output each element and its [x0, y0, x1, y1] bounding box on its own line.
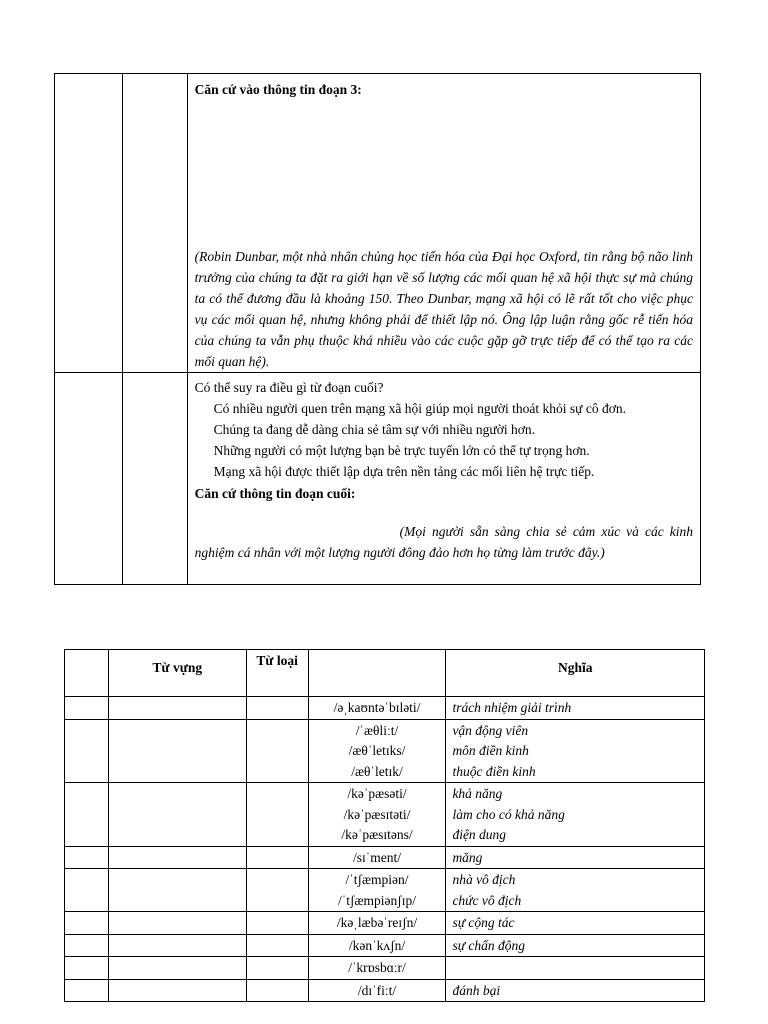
index-cell [65, 697, 109, 720]
word-type-cell [246, 869, 308, 912]
index-cell [65, 846, 109, 869]
index-cell [65, 912, 109, 935]
ipa-cell [308, 846, 446, 869]
vocab-cell [108, 719, 246, 783]
word-type-cell [246, 912, 308, 935]
index-cell [65, 957, 109, 980]
meaning-text: vận động viên [452, 722, 529, 738]
meaning-text: sự chấn động [452, 937, 526, 953]
meaning-text: khả năng [452, 786, 503, 801]
index-cell [65, 934, 109, 957]
empty-header-cell [308, 650, 446, 697]
meaning-cell [446, 869, 705, 912]
meaning-text: sự cộng tác [452, 915, 515, 930]
answer-option: Chúng ta đang dễ dàng chia sẻ tâm sự với nhiều người hơn. [213, 422, 536, 437]
answer-option: Những người có một lượng bạn bè trực tuyến lớn có thể tự trọng hơn. [213, 443, 590, 458]
vocab-cell [108, 979, 246, 1002]
answer-option: Có nhiều người quen trên mạng xã hội giúp mọi người thoát khỏi sự cô đơn. [213, 401, 626, 416]
explanation-cell [187, 74, 700, 373]
vocab-row [65, 934, 705, 957]
explanation-table [54, 73, 701, 585]
vocab-row [65, 912, 705, 935]
evidence-heading: Căn cứ vào thông tin đoạn 3: [194, 82, 362, 97]
ipa-text: /æθˈletɪks/ [348, 743, 406, 758]
answer-option: Mạng xã hội được thiết lập dựa trên nền tảng các mối liên hệ trực tiếp. [213, 464, 595, 479]
ipa-cell [308, 697, 446, 720]
table-row [55, 373, 701, 585]
table-header-row [65, 650, 705, 697]
meaning-header: Nghĩa [446, 650, 705, 697]
empty-cell [55, 373, 123, 585]
vocab-row [65, 846, 705, 869]
ipa-cell [308, 979, 446, 1002]
word-type-header: Từ loại [246, 650, 308, 697]
word-type-cell [246, 934, 308, 957]
ipa-text: /dɪˈfiːt/ [357, 982, 397, 998]
ipa-cell [308, 957, 446, 980]
vocab-cell [108, 957, 246, 980]
empty-header-cell [65, 650, 109, 697]
ipa-text: /kəˈpæsɪtəns/ [341, 827, 413, 842]
table-row [55, 74, 701, 373]
vocab-cell [108, 846, 246, 869]
meaning-text: đánh bại [452, 982, 501, 998]
ipa-text: /ˈtʃæmpiən/ [345, 872, 409, 887]
word-type-cell [246, 957, 308, 980]
index-cell [65, 783, 109, 847]
meaning-cell [446, 957, 705, 980]
word-type-cell [246, 979, 308, 1002]
evidence-quote: (Mọi người sẵn sàng chia sẻ cảm xúc và các kinh nghiệm cá nhân với một lượng người đông đảo hơn họ từng làm trước đây.) [194, 524, 693, 560]
meaning-cell [446, 846, 705, 869]
meaning-text: trách nhiệm giải trình [452, 700, 572, 715]
vocab-row [65, 979, 705, 1002]
meaning-text: thuộc điền kinh [452, 763, 536, 779]
ipa-text: /kəˈpæsəti/ [347, 786, 407, 801]
vocab-row [65, 869, 705, 912]
index-cell [65, 979, 109, 1002]
ipa-text: /ˈæθliːt/ [355, 722, 399, 738]
evidence-heading: Căn cứ thông tin đoạn cuối: [194, 486, 356, 501]
vocab-cell [108, 912, 246, 935]
ipa-text: /kəˌlæbəˈreɪʃn/ [336, 915, 418, 930]
meaning-cell [446, 934, 705, 957]
meaning-cell [446, 979, 705, 1002]
vocab-cell [108, 869, 246, 912]
meaning-text: chức vô địch [452, 892, 522, 908]
meaning-text: làm cho có khả năng [452, 806, 565, 822]
question-text: Có thể suy ra điều gì từ đoạn cuối? [194, 380, 384, 395]
vocab-cell [108, 783, 246, 847]
index-cell [65, 869, 109, 912]
ipa-cell [308, 869, 446, 912]
word-type-cell [246, 719, 308, 783]
ipa-text: /kəˈpæsɪtəti/ [343, 806, 411, 822]
ipa-cell [308, 719, 446, 783]
meaning-text: môn điền kinh [452, 743, 529, 758]
ipa-text: /ˈkrɒsbɑːr/ [348, 960, 406, 975]
ipa-cell [308, 783, 446, 847]
evidence-quote: (Robin Dunbar, một nhà nhân chủng học tiến hóa của Đại học Oxford, tin rằng bộ não linh trưởng của chúng ta đặt ra giới hạn về số lượng các mối quan hệ xã hội thực sự mà chúng ta có thể đương đầu là khoảng 150. Theo Dunbar, mạng xã hội có lẽ rất tốt cho việc phục vụ các mối quan hệ, nhưng không phải để thiết lập nó. Ông lập luận rằng gốc rễ tiến hóa của chúng ta vẫn phụ thuộc khá nhiều vào các cuộc gặp gỡ trực tiếp để có thể tạo ra các mối quan hệ). [194, 249, 693, 369]
word-type-cell [246, 783, 308, 847]
meaning-text: nhà vô địch [452, 872, 516, 887]
meaning-cell [446, 783, 705, 847]
ipa-text: /əˌkaʊntəˈbɪləti/ [333, 700, 421, 715]
ipa-text: /sɪˈment/ [353, 849, 401, 865]
ipa-text: /æθˈletɪk/ [351, 763, 403, 779]
empty-cell [122, 74, 187, 373]
vocab-cell [108, 934, 246, 957]
empty-cell [122, 373, 187, 585]
ipa-text: /ˈtʃæmpiənʃɪp/ [338, 892, 416, 908]
index-cell [65, 719, 109, 783]
ipa-cell [308, 912, 446, 935]
vocab-row [65, 783, 705, 847]
meaning-text: điện dung [452, 827, 507, 842]
meaning-cell [446, 912, 705, 935]
ipa-cell [308, 934, 446, 957]
word-type-cell [246, 846, 308, 869]
vocabulary-table [64, 649, 705, 1002]
ipa-text: /kənˈkʌʃn/ [348, 937, 406, 953]
question-cell [187, 373, 700, 585]
vocab-row [65, 719, 705, 783]
vocab-cell [108, 697, 246, 720]
meaning-cell [446, 719, 705, 783]
meaning-cell [446, 697, 705, 720]
empty-cell [55, 74, 123, 373]
meaning-text: măng [452, 849, 483, 865]
word-type-cell [246, 697, 308, 720]
vocab-row [65, 957, 705, 980]
vocab-header: Từ vựng [108, 650, 246, 697]
vocab-row [65, 697, 705, 720]
